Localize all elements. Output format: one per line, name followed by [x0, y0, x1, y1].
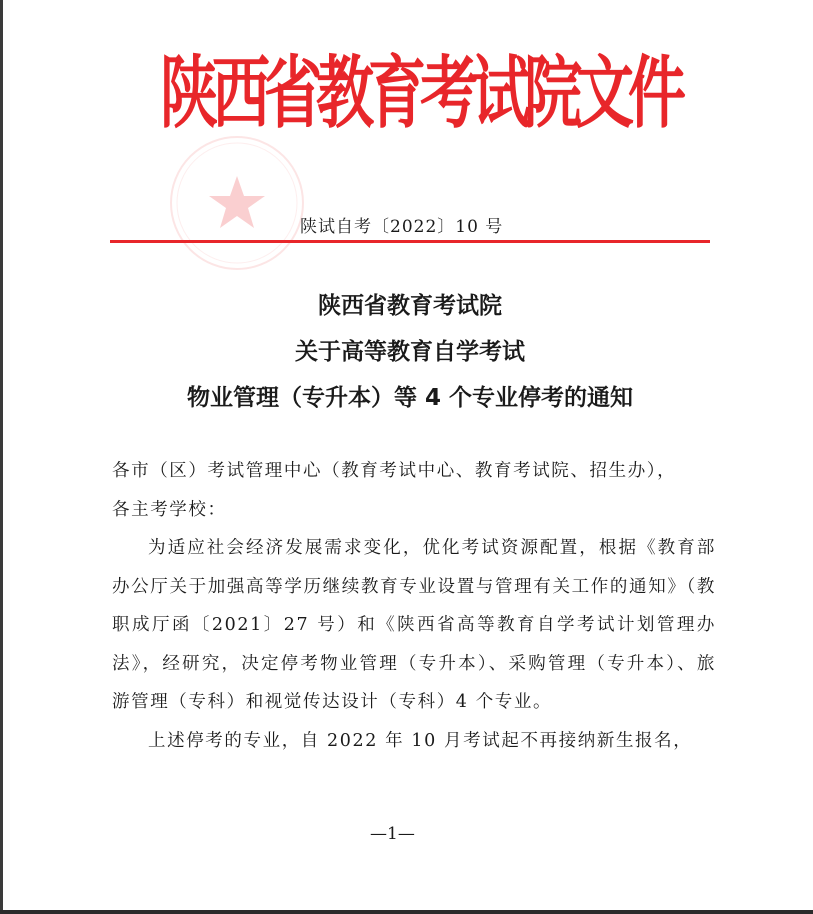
official-seal-icon — [162, 128, 312, 278]
document-number: 陕试自考〔2022〕10 号 — [300, 217, 504, 237]
title-line-2: 关于高等教育自学考试 — [295, 339, 525, 365]
header-red-divider — [110, 240, 710, 243]
page-number: —1— — [370, 824, 415, 844]
notice-title — [80, 283, 740, 421]
scan-left-edge — [0, 0, 3, 914]
title-line-3: 物业管理（专升本）等 4 个专业停考的通知 — [186, 385, 634, 411]
scan-bottom-edge — [0, 910, 813, 914]
recipients-line-2: 各主考学校： — [112, 499, 227, 520]
notice-body — [112, 452, 716, 760]
recipients-line-1: 各市（区）考试管理中心（教育考试中心、教育考试院、招生办）， — [112, 461, 677, 481]
body-paragraph-1: 为适应社会经济发展需求变化，优化考试资源配置，根据《教育部办公厅关于加强高等学历继续教育专业设置与管理有关工作的通知》（教职成厅函〔2021〕27 号）和《陕西省高等教育自学考试计划管理办法》，经研究，决定停考物业管理（专升本）、采购管理（专升本）、旅游管理（专科）和视觉传达设计（专科）4 个专业。 — [112, 538, 716, 712]
agency-header-title: 陕西省教育考试院文件 — [160, 46, 681, 139]
body-paragraph-2: 上述停考的专业，自 2022 年 10 月考试起不再接纳新生报名， — [148, 730, 693, 751]
title-line-1: 陕西省教育考试院 — [318, 293, 502, 319]
